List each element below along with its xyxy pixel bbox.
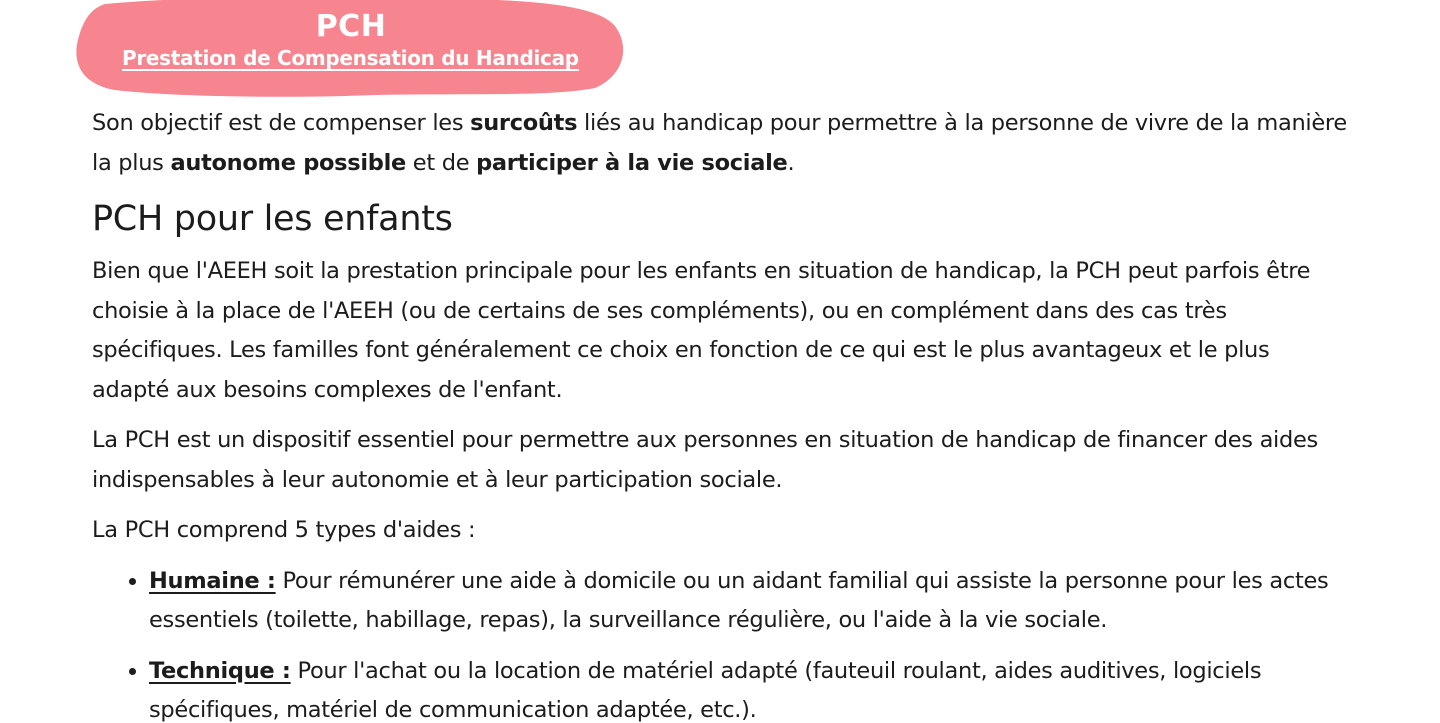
purpose-paragraph: La PCH est un dispositif essentiel pour permettre aux personnes en situation de handicap de financer des aides indispensables à leur autonomie et à leur participation sociale. [92, 427, 1318, 493]
aid-text-technique: Pour l'achat ou la location de matériel adapté (fauteuil roulant, aides auditives, logiciels spécifiques, matériel de communication adaptée, etc.). [149, 657, 1262, 723]
article-content [92, 104, 1352, 723]
intro-paragraph [92, 104, 1352, 183]
banner-subtitle-link[interactable]: Prestation de Compensation du Handicap [122, 46, 579, 70]
list-item-technique [149, 652, 1352, 723]
section-heading: PCH pour les enfants [92, 199, 453, 239]
intro-bold-participer: participer à la vie sociale [476, 149, 788, 176]
aid-label-humaine: Humaine : [149, 567, 276, 594]
aid-types-list [92, 562, 1352, 723]
intro-text-4: . [787, 149, 795, 176]
children-paragraph: Bien que l'AEEH soit la prestation principale pour les enfants en situation de handicap, la PCH peut parfois être choisie à la place de l'AEEH (ou de certains de ses compléments), ou en complément dans des cas très spécifiques. Les familles font généralement ce choix en fonction de ce qui est le plus avantageux et le plus adapté aux besoins complexes de l'enfant. [92, 258, 1311, 403]
aid-label-technique: Technique : [149, 657, 291, 684]
intro-bold-autonome: autonome possible [170, 149, 406, 176]
intro-bold-surcouts: surcoûts [470, 110, 578, 136]
pch-banner [75, 0, 627, 98]
types-intro-paragraph: La PCH comprend 5 types d'aides : [92, 517, 476, 543]
list-item-humaine [149, 562, 1352, 641]
intro-text-2: liés au handicap pour permettre à la personne de vivre de la manière la plus [92, 110, 1347, 176]
intro-text-1: Son objectif est de compenser les [92, 110, 471, 136]
intro-text-3: et de [405, 149, 477, 176]
banner-title: PCH [315, 9, 387, 44]
aid-text-humaine: Pour rémunérer une aide à domicile ou un aidant familial qui assiste la personne pour les actes essentiels (toilette, habillage, repas), la surveillance régulière, ou l'aide à la vie sociale. [149, 567, 1329, 633]
